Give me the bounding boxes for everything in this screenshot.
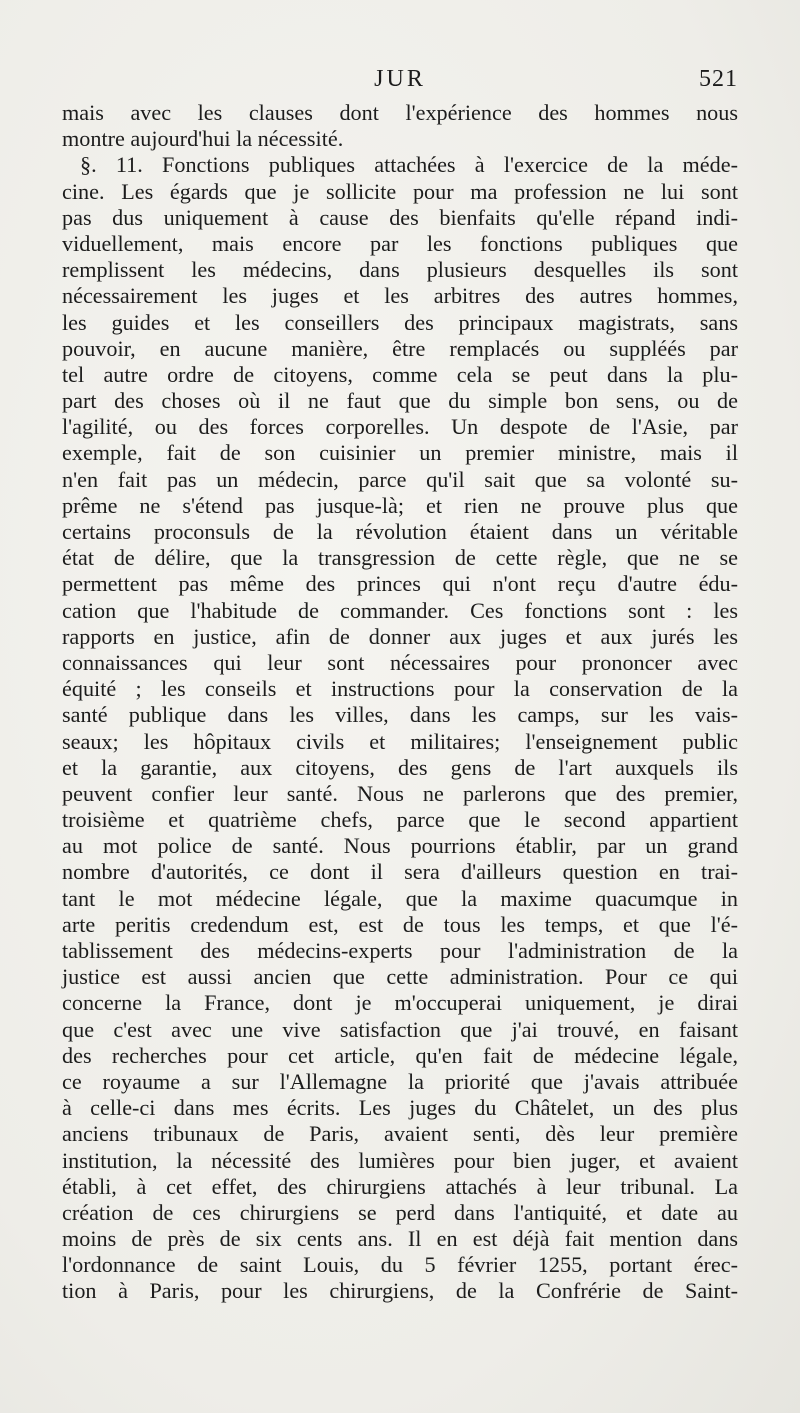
text-line: à celle-ci dans mes écrits. Les juges du Châtelet, un des plus <box>62 1095 738 1121</box>
text-line: part des choses où il ne faut que du simple bon sens, ou de <box>62 388 738 414</box>
section-heading-line: §. 11. Fonctions publiques attachées à l'exercice de la méde- <box>80 152 738 178</box>
text-line: que c'est avec une vive satisfaction que j'ai trouvé, en faisant <box>62 1016 738 1042</box>
text-line: pas dus uniquement à cause des bienfaits qu'elle répand indi- <box>62 204 738 230</box>
text-line: santé publique dans les villes, dans les camps, sur les vais- <box>62 702 738 728</box>
page-number: 521 <box>699 66 738 92</box>
page-header <box>62 66 738 96</box>
text-line: et la garantie, aux citoyens, des gens de l'art auxquels ils <box>62 754 738 780</box>
text-line: tant le mot médecine légale, que la maxime quacumque in <box>62 885 738 911</box>
text-line: arte peritis credendum est, est de tous les temps, et que l'é- <box>62 911 738 937</box>
text-line: troisième et quatrième chefs, parce que le second appartient <box>62 807 738 833</box>
text-line: ce royaume a sur l'Allemagne la priorité que j'avais attribuée <box>62 1068 738 1094</box>
running-head: JUR <box>374 66 426 92</box>
text-line: établi, à cet effet, des chirurgiens attachés à leur tribunal. La <box>62 1173 738 1199</box>
text-line: des recherches pour cet article, qu'en fait de médecine légale, <box>62 1042 738 1068</box>
text-line: institution, la nécessité des lumières pour bien juger, et avaient <box>62 1147 738 1173</box>
text-line: l'ordonnance de saint Louis, du 5 février 1255, portant érec- <box>62 1252 738 1278</box>
text-line: permettent pas même des princes qui n'ont reçu d'autre édu- <box>62 571 738 597</box>
text-line: viduellement, mais encore par les fonctions publiques que <box>62 230 738 256</box>
text-line: concerne la France, dont je m'occuperai uniquement, je dirai <box>62 990 738 1016</box>
text-line: tel autre ordre de citoyens, comme cela se peut dans la plu- <box>62 361 738 387</box>
text-line: remplissent les médecins, dans plusieurs desquelles ils sont <box>62 257 738 283</box>
text-line: équité ; les conseils et instructions pour la conservation de la <box>62 676 738 702</box>
text-line: tablissement des médecins-experts pour l'administration de la <box>62 938 738 963</box>
text-line: mais avec les clauses dont l'expérience des hommes nous <box>62 100 738 125</box>
text-line: rapports en justice, afin de donner aux juges et aux jurés les <box>62 623 738 649</box>
text-line: les guides et les conseillers des principaux magistrats, sans <box>62 309 738 335</box>
text-line: seaux; les hôpitaux civils et militaires; l'enseignement public <box>62 728 738 754</box>
text-line: cation que l'habitude de commander. Ces fonctions sont : les <box>62 597 738 623</box>
text-line: cine. Les égards que je sollicite pour ma profession ne lui sont <box>62 178 738 204</box>
text-line: tion à Paris, pour les chirurgiens, de la Confrérie de Saint- <box>62 1278 738 1304</box>
text-line: n'en fait pas un médecin, parce qu'il sait que sa volonté su- <box>62 466 738 492</box>
text-line: au mot police de santé. Nous pourrions établir, par un grand <box>62 833 738 859</box>
text-line: l'agilité, ou des forces corporelles. Un despote de l'Asie, par <box>62 414 738 440</box>
text-line: pouvoir, en aucune manière, être remplacés ou suppléés par <box>62 335 738 361</box>
text-line: certains proconsuls de la révolution étaient dans un véritable <box>62 519 738 544</box>
text-line: moins de près de six cents ans. Il en est déjà fait mention dans <box>62 1226 738 1252</box>
text-line: justice est aussi ancien que cette administration. Pour ce qui <box>62 964 738 990</box>
text-line: création de ces chirurgiens se perd dans l'antiquité, et date au <box>62 1199 738 1225</box>
text-line: anciens tribunaux de Paris, avaient senti, dès leur première <box>62 1121 738 1147</box>
text-line: nombre d'autorités, ce dont il sera d'ailleurs question en trai- <box>62 859 738 885</box>
text-line: connaissances qui leur sont nécessaires pour prononcer avec <box>62 649 738 675</box>
text-line: peuvent confier leur santé. Nous ne parlerons que des premier, <box>62 780 738 806</box>
text-line: état de délire, que la transgression de cette règle, que ne se <box>62 545 738 571</box>
text-line: montre aujourd'hui la nécessité. <box>62 126 344 152</box>
text-line: exemple, fait de son cuisinier un premier ministre, mais il <box>62 440 738 466</box>
text-line: nécessairement les juges et les arbitres des autres hommes, <box>62 283 738 309</box>
body-text <box>62 100 738 1305</box>
text-line: prême ne s'étend pas jusque-là; et rien ne prouve plus que <box>62 492 738 518</box>
